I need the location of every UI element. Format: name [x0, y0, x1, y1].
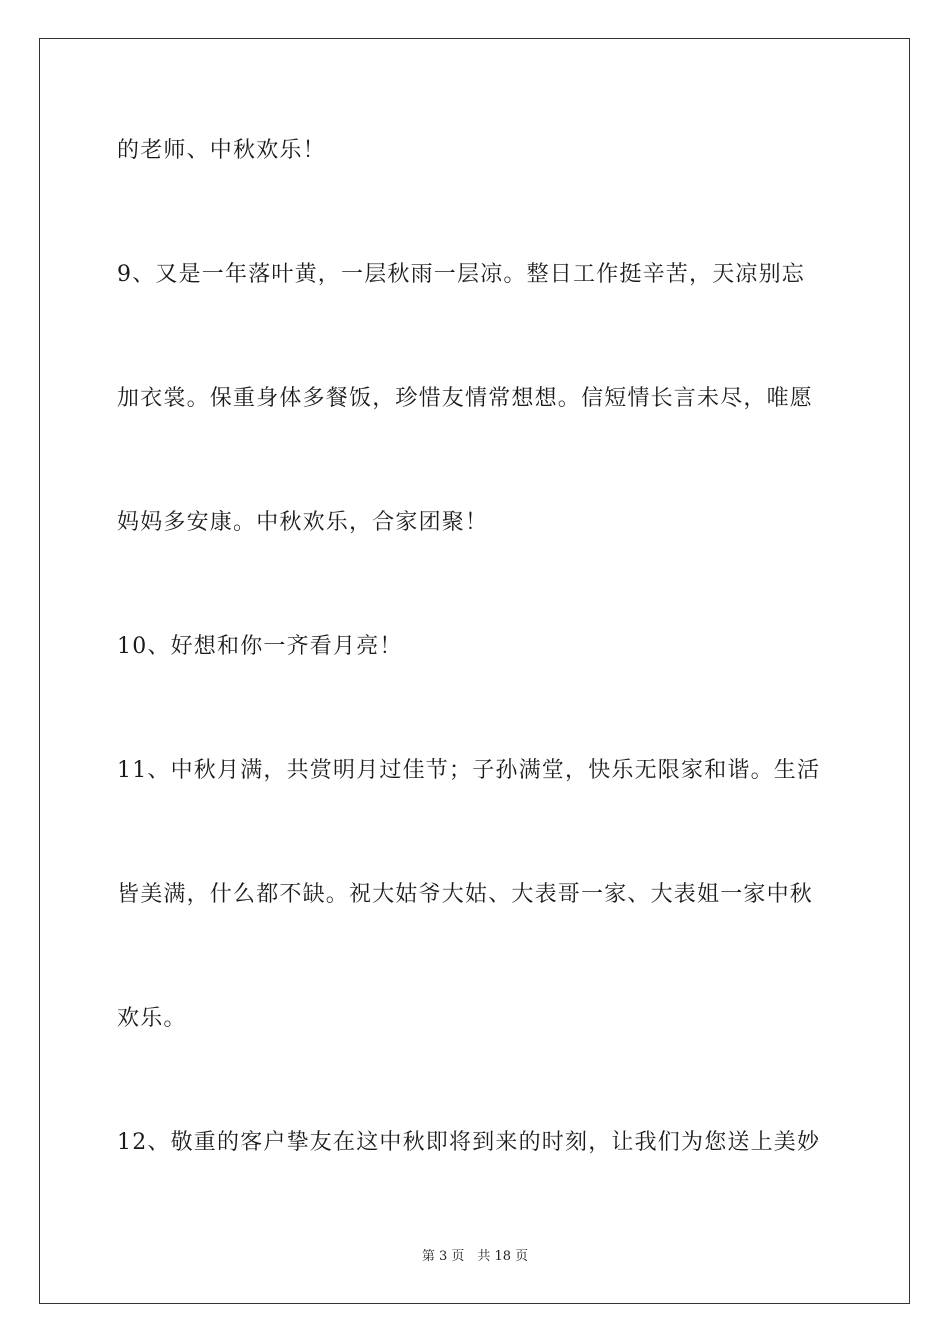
- text-line: 的老师、中秋欢乐！: [117, 138, 326, 163]
- text-line: 加衣裳。保重身体多餐饭，珍惜友情常想想。信短情长言未尽，唯愿: [117, 386, 814, 411]
- text-line: 10、好想和你一齐看月亮！: [117, 634, 403, 659]
- text-line: 11、中秋月满，共赏明月过佳节；子孙满堂，快乐无限家和谐。生活: [117, 758, 821, 783]
- text-line: 12、敬重的客户挚友在这中秋即将到来的时刻，让我们为您送上美妙: [117, 1130, 821, 1155]
- text-line: 9、又是一年落叶黄，一层秋雨一层凉。整日工作挺辛苦，天凉别忘: [117, 262, 805, 287]
- text-line: 皆美满，什么都不缺。祝大姑爷大姑、大表哥一家、大表姐一家中秋: [117, 882, 814, 907]
- text-line: 欢乐。: [117, 1006, 187, 1031]
- text-line: 妈妈多安康。中秋欢乐，合家团聚！: [117, 510, 489, 535]
- page-number-footer: 第 3 页 共 18 页: [421, 1249, 529, 1264]
- page-border: [39, 38, 910, 1304]
